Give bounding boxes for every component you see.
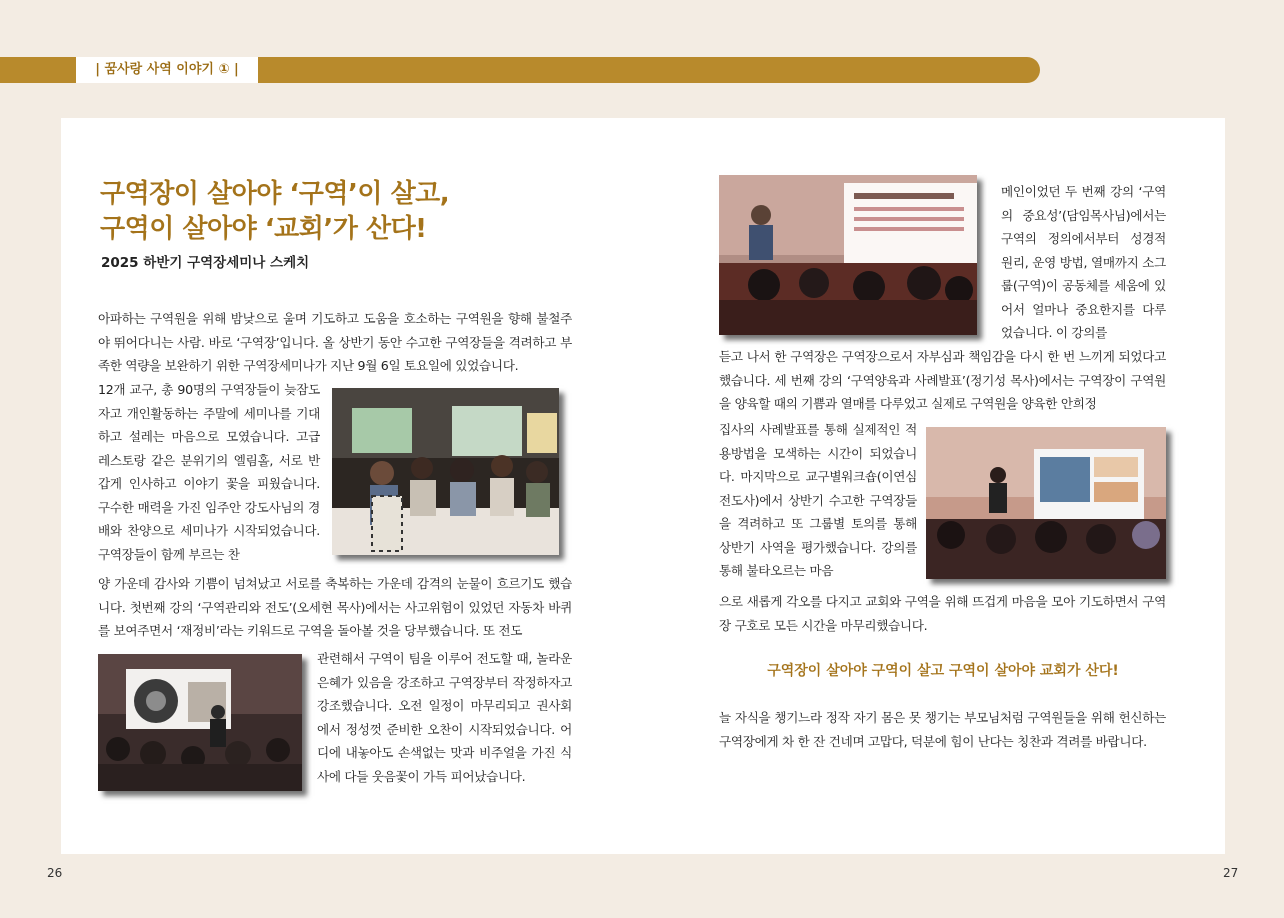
article-title (100, 177, 580, 247)
title-line-1: 구역장이 살아야 ‘구역’이 살고, (100, 179, 450, 209)
title-line-2: 구역이 살아야 ‘교회’가 산다! (100, 214, 427, 244)
paragraph-intro: 아파하는 구역원을 위해 밤낮으로 울며 기도하고 도움을 호소하는 구역원을 향해 불철주야 뛰어다니는 사람. 바로 ‘구역장’입니다. 올 상반기 동안 수고한 구역장들을 격려하고 부족한 역량을 보완하기 위한 구역장세미나가 지난 9월 6일 토요일에 있었습니다. (98, 311, 572, 373)
paragraph-gathering: 12개 교구, 총 90명의 구역장들이 늦잠도 자고 개인활동하는 주말에 세미나를 기대하고 설레는 마음으로 모였습니다. 고급 레스토랑 같은 분위기의 엘림홀, 서로 반갑게 인사하고 이야기 꽃을 피웠습니다. 구수한 매력을 가진 임주안 강도사님의 경배와 찬양으로 세미나가 시작되었습니다. 구역장들이 함께 부르는 찬 (98, 382, 320, 562)
paragraph-second-lecture: 메인이었던 두 번째 강의 ‘구역의 중요성’(담임목사님)에서는 구역의 정의에서부터 성경적 원리, 운영 방법, 열매까지 소그룹(구역)이 공동체를 세움에 있어서 얼마나 중요한지를 다루었습니다. 이 강의를 (1001, 184, 1166, 340)
photo-second-lecture (719, 175, 977, 335)
paragraph-third-lecture: 듣고 나서 한 구역장은 구역장으로서 자부심과 책임감을 다시 한 번 느끼게 되었다고 했습니다. 세 번째 강의 ‘구역양육과 사례발표’(정기성 목사)에서는 구역장이 구역원을 양육할 때의 기쁨과 열매를 다루었고 실제로 구역원을 양육한 안희정 (719, 349, 1166, 411)
paragraph-lunch: 관련해서 구역이 팀을 이루어 전도할 때, 놀라운 은혜가 있음을 강조하고 구역장부터 작정하자고 강조했습니다. 오전 일정이 마무리되고 권사회에서 정성껏 준비한 오찬이 시작되었습니다. 어디에 내놓아도 손색없는 맛과 비주얼을 가진 식사에 다들 웃음꽃이 가득 피어났습니다. (317, 651, 572, 784)
photo-first-lecture (98, 654, 302, 791)
paragraph-closing: 으로 새롭게 각오를 다지고 교회와 구역을 위해 뜨겁게 마음을 모아 기도하면서 구역장 구호로 모든 시간을 마무리했습니다. (719, 594, 1166, 633)
section-title: 꿈사랑 사역 이야기 ① (104, 62, 230, 77)
photo-workshop (926, 427, 1166, 579)
page-number-right: 27 (1223, 866, 1239, 880)
article-subtitle: 2025 하반기 구역장세미나 스케치 (101, 255, 310, 271)
page-number-left: 26 (47, 866, 63, 880)
paragraph-workshop: 집사의 사례발표를 통해 실제적인 적용방법을 모색하는 시간이 되었습니다. 마지막으로 교구별워크숍(이연심 전도사)에서 상반기 수고한 구역장들을 격려하고 또 그룹별 토의를 통해 상반기 사역을 평가했습니다. 강의를 통해 불타오르는 마음 (719, 422, 917, 578)
photo-worship-stretching (332, 388, 559, 555)
paragraph-worship: 양 가운데 감사와 기쁨이 넘쳐났고 서로를 축복하는 가운데 감격의 눈물이 흐르기도 했습니다. 첫번째 강의 ‘구역관리와 전도’(오세현 목사)에서는 사고위험이 있었던 자동차 바퀴를 보여주면서 ‘재정비’라는 키워드로 구역을 돌아볼 것을 당부했습니다. 또 전도 (98, 576, 572, 638)
section-header-label: | 꿈사랑 사역 이야기 ① | (76, 57, 258, 83)
paragraph-conclusion: 늘 자식을 챙기느라 정작 자기 몸은 못 챙기는 부모님처럼 구역원들을 위해 헌신하는 구역장에게 차 한 잔 건네며 고맙다, 덕분에 힘이 난다는 칭찬과 격려를 바랍니다. (719, 710, 1166, 749)
pull-quote: 구역장이 살아야 구역이 살고 구역이 살아야 교회가 산다! (767, 663, 1119, 679)
